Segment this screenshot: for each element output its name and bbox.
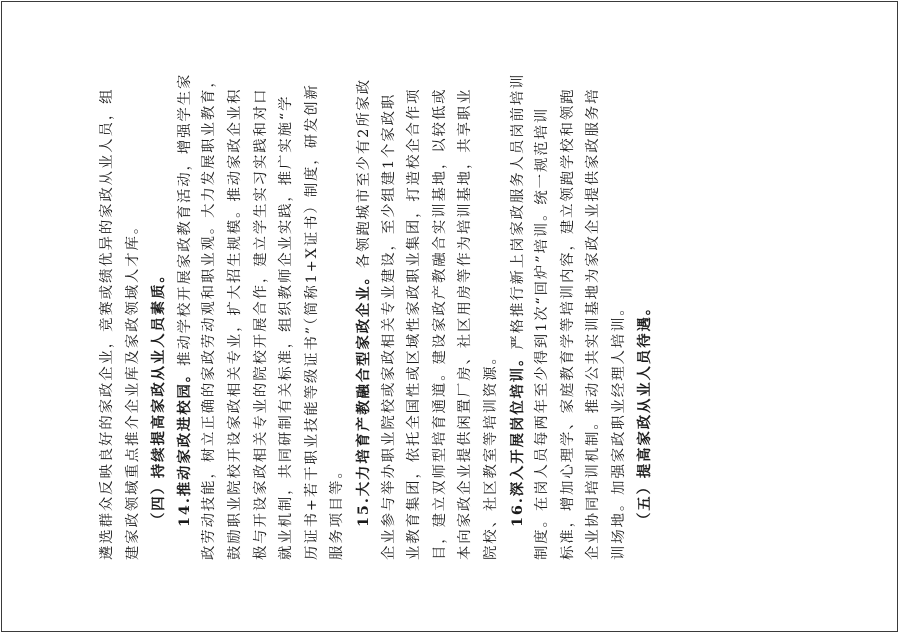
item-14-text: 推动学校开展家政教育活动，增强学生家 [176,72,193,366]
body-line-15: 本向家政企业提供闲置厂房、社区用房等作为培训基地，共享职业 [457,87,474,560]
item-15-line-1 [351,40,377,560]
body-line-14: 目，建立双师型培育通道。建设家政产教融合实训基地，以较低或 [431,87,448,560]
body-line-8: 就业机制，共同研制有关标准，组织教师企业实践，推广实施“学 [278,94,295,560]
body-line-13: 业教育集团，依托全国性或区域性家政职业集团，打造校企合作项 [406,87,423,560]
item-14-line-1 [172,40,198,560]
body-line-10: 服务项目等。 [329,462,346,560]
body-line-20: 企业协同培训机制。推动公共实训基地为家政企业提供家政服务培 [585,87,602,560]
section-heading-4: （四）持续提高家政从业人员素质。 [150,266,168,527]
item-16-line-1 [505,40,531,560]
item-16-text: 严格推行新上岗家政服务人员岗前培训 [509,72,526,350]
item-15-text: 各领跑城市至少有2所家政 [355,77,372,269]
body-line-6: 鼓励职业院校开设家政相关专业，扩大招生规模。推动家政企业积 [226,87,243,560]
body-line-2: 建家政领域重点推介企业库及家政领域人才库。 [124,217,141,560]
item-14-heading: 14.推动家政进校园。 [175,365,193,527]
item-15-heading: 15.大力培育产教融合型家政企业。 [354,268,372,527]
body-line-21: 训场地。加强家政职业经理人培训。 [610,299,627,560]
body-line-5: 政劳动技能，树立正确的家政劳动观和职业观。大力发展职业教育， [201,71,218,560]
body-line-7: 极与开设家政相关专业的院校开展合作，建立学生实习实践和对口 [252,87,269,560]
body-line-18: 制度。在岗人员每两年至少得到1次“回炉”培训。统一规范培训 [534,106,551,560]
rotated-document-page [95,40,815,560]
section-heading-5: （五）提高家政从业人员待遇。 [636,298,654,527]
body-line-19: 标准，增加心理学、家庭教育学等培训内容，建立领跑学校和领跑 [559,87,576,560]
body-line-12: 企业参与举办职业院校或家政相关专业建设，至少组建1个家政职 [380,92,397,560]
body-line-16: 院校、社区教室等培训资源。 [482,348,499,560]
body-line-1: 遴选群众反映良好的家政企业，竞赛或绩优异的家政从业人员，组 [99,87,115,560]
body-line-9: 历证书+若干职业技能等级证书”（简称1+X证书）制度，研发创新 [303,83,320,560]
item-16-heading: 16.深入开展岗位培训。 [508,349,526,527]
